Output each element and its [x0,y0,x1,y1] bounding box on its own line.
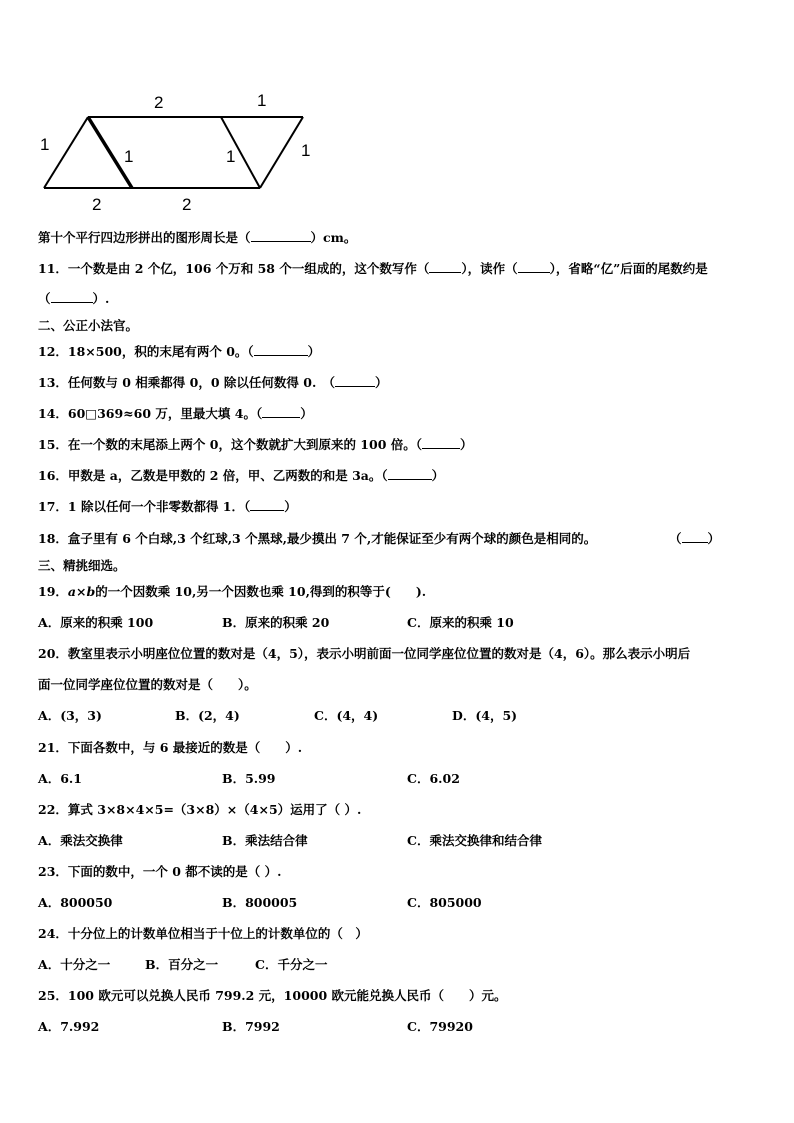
section-2-heading: 二、公正小法官。 [38,318,139,333]
q18 [38,531,596,547]
q20-option-d[interactable]: D．(4，5) [452,708,518,723]
q14-answer-blank[interactable] [262,407,300,418]
q24-option-a[interactable]: A．十分之一 [38,957,111,972]
q12-text: 12．18×500，积的末尾有两个 0。（ [38,344,254,359]
figure-label-bottom-2: 2 [182,195,192,214]
q11-text-1: 一个数是由 2 个亿，106 个万和 58 个一组成的，这个数写作（ [67,261,430,276]
q11-number: 11． [38,261,68,276]
q17-answer-blank[interactable] [250,500,284,511]
q15 [38,437,473,453]
q21: 21．下面各数中，与 6 最接近的数是（ ）. [38,740,303,755]
q10-text-end: ）cm。 [310,230,357,245]
q19-option-b[interactable]: B．原来的积乘 20 [222,615,330,630]
q16-close: ） [431,468,445,483]
figure-label-top-2: 2 [154,93,164,112]
q21-option-a[interactable]: A．6.1 [38,771,82,786]
q22-option-c[interactable]: C．乘法交换律和结合律 [407,833,542,848]
q12 [38,344,320,360]
q24-option-c[interactable]: C．千分之一 [255,957,328,972]
q23: 23．下面的数中，一个 0 都不读的是（ ）. [38,864,282,879]
q16-answer-blank[interactable] [388,469,432,480]
q20-option-b[interactable]: B．(2，4) [175,708,240,723]
q18-answer-blank[interactable] [682,532,708,543]
q22-option-b[interactable]: B．乘法结合律 [222,833,308,848]
q10-perimeter-line [38,230,356,246]
q11-text-2: ），读作（ [461,261,518,276]
q11-open: （ [38,291,51,306]
q20-line-2: 面一位同学座位位置的数对是（ ）。 [38,677,257,692]
q17-text: 17．1 除以任何一个非零数都得 1．（ [38,499,251,514]
q18-open: （ [669,531,682,546]
q11-read-blank[interactable] [518,262,550,273]
q13-close: ） [375,375,388,390]
figure-label-bottom-1: 2 [92,195,102,214]
edge-left [44,117,88,188]
q25-option-a[interactable]: A．7.992 [38,1019,100,1034]
q14 [38,406,313,422]
q25: 25．100 欧元可以兑换人民币 799.2 元，10000 欧元能兑换人民币（ ）元。 [38,988,507,1003]
q24-option-b[interactable]: B．百分之一 [145,957,219,972]
q22-option-a[interactable]: A．乘法交换律 [38,833,123,848]
q23-option-c[interactable]: C．805000 [407,895,482,910]
q20-line-1: 20．教室里表示小明座位位置的数对是（4，5），表示小明前面一位同学座位位置的数对是（4，6）。那么表示小明后 [38,646,691,661]
q15-text: 15．在一个数的末尾添上两个 0，这个数就扩大到原来的 100 倍。（ [38,437,422,452]
q10-answer-blank[interactable] [251,231,311,242]
q13-answer-blank[interactable] [335,376,375,387]
q16-text: 16．甲数是 a，乙数是甲数的 2 倍，甲、乙两数的和是 3a。（ [38,468,388,483]
q25-option-c[interactable]: C．79920 [407,1019,473,1034]
q10-text: 第十个平行四边形拼出的图形周长是（ [38,230,251,245]
q20-option-c[interactable]: C．(4，4) [314,708,379,723]
q19-expression: a×b [67,584,96,599]
q19-text: 的一个因数乘 10,另一个因数也乘 10,得到的积等于( ). [95,584,427,599]
q11-approx-blank[interactable] [51,292,93,303]
q11-text-3: ），省略“亿”后面的尾数约是 [549,261,708,276]
q19 [38,584,426,600]
edge-right [260,117,303,188]
q13-text: 13．任何数与 0 相乘都得 0，0 除以任何数得 0. （ [38,375,336,390]
q21-option-c[interactable]: C．6.02 [407,771,460,786]
q11-write-blank[interactable] [429,262,461,273]
figure-label-mid-1: 1 [124,147,134,166]
q23-option-a[interactable]: A．800050 [38,895,113,910]
q24: 24．十分位上的计数单位相当于十位上的计数单位的（ ） [38,926,368,941]
figure-label-right-1: 1 [301,141,311,160]
q20-option-a[interactable]: A．(3，3) [38,708,102,723]
q16 [38,468,444,484]
q18-text: 18．盒子里有 6 个白球,3 个红球,3 个黑球,最少摸出 7 个,才能保证至少有两个球的颜色是相同的。 [38,531,597,546]
q25-option-b[interactable]: B．7992 [222,1019,280,1034]
q22: 22．算式 3×8×4×5=（3×8）×（4×5）运用了（ ）. [38,802,362,817]
q11-line-1 [38,261,708,277]
figure-label-top-1: 1 [257,91,267,110]
q23-option-b[interactable]: B．800005 [222,895,298,910]
q12-answer-blank[interactable] [254,345,308,356]
q21-option-b[interactable]: B．5.99 [222,771,276,786]
parallelogram-diagram [30,86,320,216]
q13 [38,375,388,391]
section-3-heading: 三、精挑细选。 [38,558,126,573]
q17-close: ） [284,499,297,514]
q19-option-c[interactable]: C．原来的积乘 10 [407,615,514,630]
q15-close: ） [460,437,473,452]
q18-close: ） [707,531,721,546]
q14-text: 14．60□369≈60 万，里最大填 4。（ [38,406,263,421]
q15-answer-blank[interactable] [422,438,460,449]
q12-close: ） [307,344,321,359]
q19-option-a[interactable]: A．原来的积乘 100 [38,615,154,630]
figure-label-left-1: 1 [40,135,50,154]
q17 [38,499,297,515]
q18-answer [669,531,720,547]
figure-label-inner-1: 1 [226,147,236,166]
q11-close: ）. [92,291,110,306]
q14-close: ） [300,406,313,421]
parallelogram-figure [30,86,320,216]
q11-line-2 [38,291,109,307]
q19-number: 19． [38,584,68,599]
